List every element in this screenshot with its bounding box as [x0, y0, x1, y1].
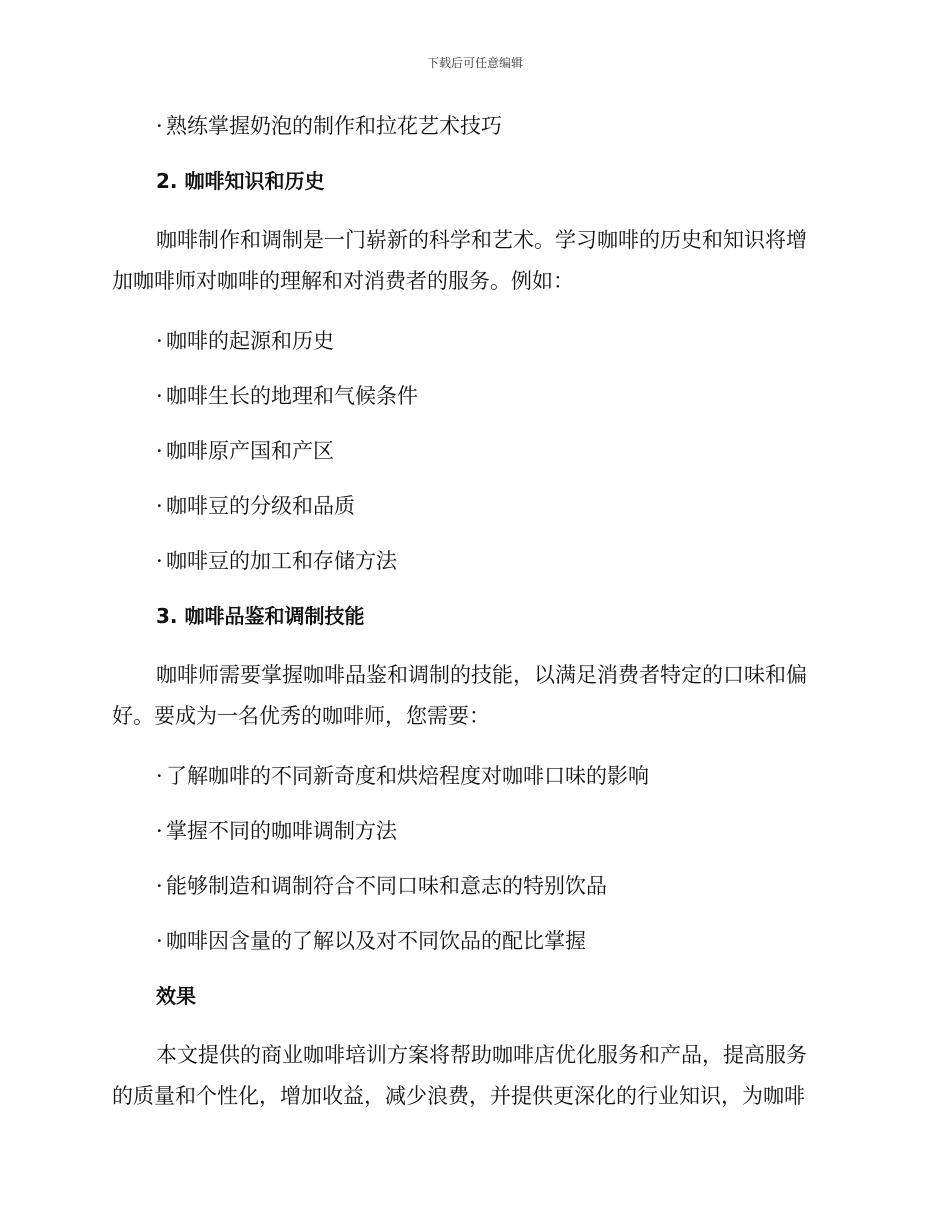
bullet-mark: · [156, 819, 163, 843]
bullet-mark: · [156, 549, 163, 573]
bullet-item [156, 870, 830, 902]
paragraph-line: 咖啡师需要掌握咖啡品鉴和调制的技能，以满足消费者特定的口味和偏 [156, 663, 807, 687]
document-body [112, 110, 830, 1140]
bullet-text: 掌握不同的咖啡调制方法 [166, 819, 397, 843]
paragraph-line: 加咖啡师对咖啡的理解和对消费者的服务。例如： [112, 269, 574, 293]
page-header-note: 下载后可任意编辑 [426, 56, 523, 70]
bullet-item [156, 490, 830, 522]
bullet-mark: · [156, 494, 163, 518]
paragraph-line: 好。要成为一名优秀的咖啡师，您需要： [112, 704, 490, 728]
bullet-item [156, 435, 830, 467]
bullet-mark: · [156, 329, 163, 353]
bullet-mark: · [156, 764, 163, 788]
bullet-item [156, 545, 830, 577]
bullet-mark: · [156, 874, 163, 898]
bullet-text: 咖啡生长的地理和气候条件 [166, 384, 418, 408]
bullet-text: 咖啡的起源和历史 [166, 329, 334, 353]
bullet-item [156, 815, 830, 847]
section-heading-effect: 效果 [156, 984, 196, 1008]
bullet-text: 咖啡豆的分级和品质 [166, 494, 355, 518]
paragraph-coffee-knowledge [112, 220, 830, 302]
bullet-text: 了解咖啡的不同新奇度和烘焙程度对咖啡口味的影响 [166, 764, 649, 788]
paragraph-line: 咖啡制作和调制是一门崭新的科学和艺术。学习咖啡的历史和知识将增 [156, 228, 807, 252]
bullet-text: 能够制造和调制符合不同口味和意志的特别饮品 [166, 874, 607, 898]
paragraph-line: 本文提供的商业咖啡培训方案将帮助咖啡店优化服务和产品，提高服务 [156, 1043, 807, 1067]
bullet-mark: · [156, 114, 163, 138]
paragraph-tasting-skills [112, 655, 830, 737]
section-heading-tasting-skills: 3. 咖啡品鉴和调制技能 [156, 604, 365, 628]
bullet-text: 熟练掌握奶泡的制作和拉花艺术技巧 [166, 114, 502, 138]
bullet-text: 咖啡原产国和产区 [166, 439, 334, 463]
bullet-item [156, 925, 830, 957]
paragraph-effect [112, 1035, 830, 1117]
bullet-text: 咖啡豆的加工和存储方法 [166, 549, 397, 573]
bullet-mark: · [156, 929, 163, 953]
bullet-item [156, 760, 830, 792]
bullet-mark: · [156, 439, 163, 463]
bullet-text: 咖啡因含量的了解以及对不同饮品的配比掌握 [166, 929, 586, 953]
bullet-item [156, 110, 830, 142]
section-heading-coffee-knowledge: 2. 咖啡知识和历史 [156, 169, 325, 193]
bullet-item [156, 325, 830, 357]
bullet-mark: · [156, 384, 163, 408]
paragraph-line: 的质量和个性化，增加收益，减少浪费，并提供更深化的行业知识，为咖啡 [112, 1084, 805, 1108]
bullet-item [156, 380, 830, 412]
